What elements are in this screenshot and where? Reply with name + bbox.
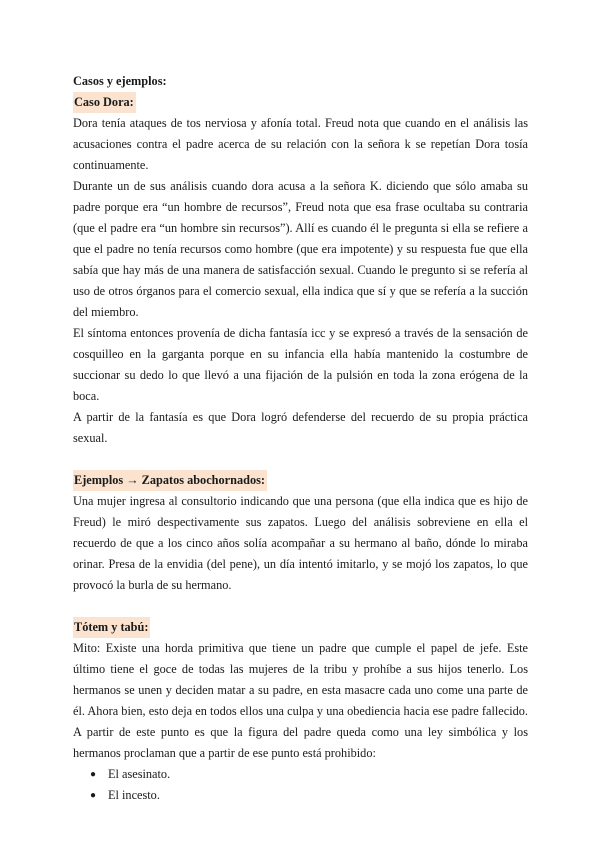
- spacer: [73, 596, 528, 617]
- paragraph: Dora tenía ataques de tos nerviosa y afonía total. Freud nota que cuando en el análisis las acusaciones contra el padre acerca de su relación con la señora k se repetían Dora tosía continuamente.: [73, 116, 528, 172]
- bullet-icon: ●: [90, 769, 97, 780]
- list-item-text: El incesto.: [108, 788, 160, 802]
- section-heading: Ejemplos → Zapatos abochornados:: [73, 470, 267, 491]
- paragraph: Una mujer ingresa al consultorio indicando que una persona (que ella indica que es hijo de Freud) le miró despectivamente sus zapatos. Luego del análisis sobreviene en ella el recuerdo de que a los cinco años solía acompañar a su hermano al baño, dónde lo miraba orinar. Presa de la envidia (del pene), un día intentó imitarlo, y se mojó los zapatos, lo que provocó la burla de su hermano.: [73, 494, 528, 592]
- paragraph: A partir de la fantasía es que Dora logró defenderse del recuerdo de su propia práctica sexual.: [73, 410, 528, 445]
- section-caso-dora: [73, 92, 528, 449]
- section-heading: Caso Dora:: [73, 92, 136, 113]
- paragraph: Durante un de sus análisis cuando dora acusa a la señora K. diciendo que sólo amaba su padre porque era “un hombre de recursos”, Freud nota que esa frase ocultaba su contraria (que el padre era “un hombre sin recursos”). Allí es cuando él le pregunta si ella se refiere a que el padre no tenía recursos como hombre (que era impotente) y su respuesta fue que ella sabía que hay más de una manera de satisfacción sexual. Cuando le pregunto si se refería al uso de otros órganos para el comercio sexual, ella indica que sí y que se refería a la succión del miembro.: [73, 179, 528, 319]
- document-body: [73, 71, 528, 806]
- bullet-list: [73, 764, 528, 806]
- section-heading: Tótem y tabú:: [73, 617, 150, 638]
- bullet-icon: ●: [90, 790, 97, 801]
- list-item: [90, 785, 528, 806]
- paragraph: Mito: Existe una horda primitiva que tiene un padre que cumple el papel de jefe. Este último tiene el goce de todas las mujeres de la tribu y prohíbe a sus hijos tenerlo. Los hermanos se unen y deciden matar a su padre, en esta masacre cada uno come una parte de él. Ahora bien, esto deja en todos ellos una culpa y una obediencia hacia ese padre fallecido. A partir de este punto es que la figura del padre queda como una ley simbólica y los hermanos proclaman que a partir de ese punto está prohibido:: [73, 641, 528, 760]
- list-item: [90, 764, 528, 785]
- paragraph: El síntoma entonces provenía de dicha fantasía icc y se expresó a través de la sensación de cosquilleo en la garganta porque en su infancia ella había mantenido la costumbre de succionar su dedo lo que llevó a una fijación de la pulsión en toda la zona erógena de la boca.: [73, 326, 528, 403]
- document-title: Casos y ejemplos:: [73, 74, 167, 88]
- section-totem-tabu: [73, 617, 528, 806]
- list-item-text: El asesinato.: [108, 767, 171, 781]
- section-zapatos: [73, 470, 528, 596]
- spacer: [73, 449, 528, 470]
